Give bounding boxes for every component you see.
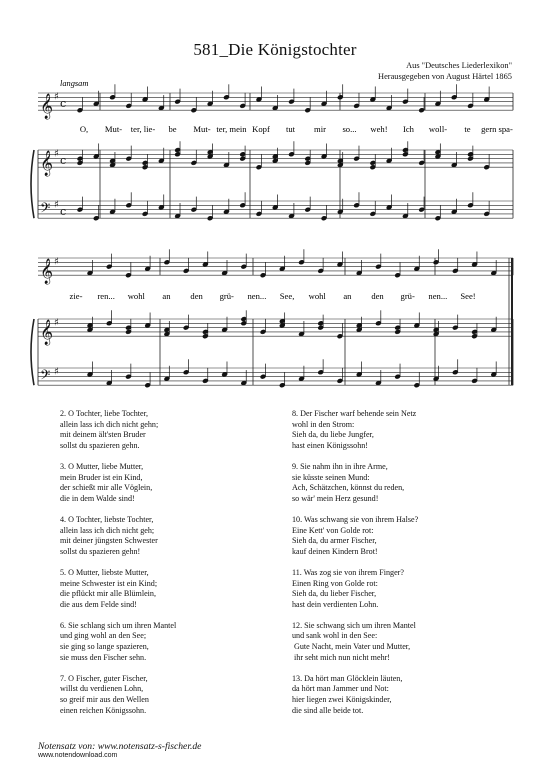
key-signature: ♯ [54,256,59,268]
lyric-syllable: See! [460,291,476,301]
lyric-syllable: tut [285,124,296,134]
piano-brace [31,150,34,218]
verse: 6. Sie schlang sich um ihren Mantel und ging wohl an den See; sie ging so lange spazieren, sie muss den Fischer sehn. [60,620,177,662]
lyric-syllable: gern spa- [481,124,513,134]
verse: 3. O Mutter, liebe Mutter, mein Bruder ist ein Kind, der schießt mir alle Vöglein, die in dem Walde sind! [60,461,153,503]
lyric-syllable: den [371,291,384,301]
lyric-syllable: weh! [370,124,388,134]
lyric-syllable: grü- [400,291,415,301]
verse: 7. O Fischer, guter Fischer, willst du verdienen Lohn, so greif mir aus den Wellen einen reichen Königssohn. [60,673,149,715]
lyric-syllable: Kopf [252,124,270,134]
key-signature: ♯ [54,148,59,160]
lyric-syllable: an [162,291,171,301]
lyric-syllable: Ich [403,124,414,134]
bass-clef: 𝄢 [40,366,51,386]
lyric-syllable: nen... [428,291,448,301]
verse: 5. O Mutter, liebste Mutter, meine Schwester ist ein Kind; die pflückt mir alle Blümlein, die aus dem Felde sind! [60,567,158,609]
verse: 12. Sie schwang sich um ihren Mantel und sank wohl in den See: Gute Nacht, mein Vater und Mutter, ihr seht mich nun nicht mehr! [292,620,416,662]
lyrics-line-2 [70,291,476,301]
lyric-syllable: O, [79,124,89,134]
piano-brace [31,319,34,385]
staff-lines [38,93,513,385]
lyric-syllable: an [343,291,352,301]
lyrics-line-1 [80,124,513,134]
lyric-syllable: woll- [428,124,448,134]
time-signature: c [60,204,67,218]
lyric-syllable: Mut- [104,124,123,134]
treble-clef: 𝄞 [40,151,54,177]
lyric-syllable: ter, mein [216,124,247,134]
key-signature: ♯ [54,317,59,329]
barlines [31,93,513,385]
tempo-marking: langsam [60,79,89,88]
verse: 2. O Tochter, liebe Tochter, allein lass ich dich nicht gehn; mit deinem ält'sten Bruder sollst du spazieren gehn. [60,409,159,450]
verse: 9. Sie nahm ihn in ihre Arme, sie küsste seinen Mund: Ach, Schätzchen, könnst du reden, so wär' mein Herz gesund! [292,461,405,503]
lyric-syllable: zie- [69,291,83,301]
treble-clef: 𝄞 [40,259,54,285]
verse: 11. Was zog sie von ihrem Finger? Einen Ring von Golde rot: Sieh da, du lieber Fischer, hast dein verdienten Lohn. [292,567,404,609]
lyric-syllable: grü- [219,291,234,301]
clefs [40,91,66,386]
lyric-syllable: ter, lie- [130,124,156,134]
bass-clef: 𝄢 [40,199,51,219]
lyric-syllable: See, [279,291,295,301]
source-line-1: Aus "Deutsches Liederlexikon" [406,61,512,70]
key-signature: ♯ [54,199,59,211]
lyric-syllable: Mut- [193,124,211,134]
verse: 8. Der Fischer warf behende sein Netz wohl in den Strom: Sieh da, du liebe Jungfer, hast einen Königssohn! [292,409,417,450]
lyric-syllable: wohl [127,291,145,301]
lyric-syllable: so... [342,124,357,134]
treble-clef: 𝄞 [40,94,54,120]
verses-left-column [60,409,260,727]
footer-credit: Notensatz von: www.notensatz-s-fischer.de [38,741,202,752]
lyric-syllable: mir [314,124,326,134]
verse: 13. Da hört man Glöcklein läuten, da hört man Jammer und Not: hier liegen zwei Königskinder, die sind alle beide tot. [292,673,403,715]
lyric-syllable: nen... [247,291,267,301]
key-signature: ♯ [54,91,59,103]
source-line-2: Herausgegeben von August Härtel 1865 [378,71,512,81]
verse: 4. O Tochter, liebste Tochter, allein lass ich dich nicht geh; mit deiner jüngsten Schwester sollst du spazieren gehn! [60,514,158,556]
time-signature: c [60,96,67,110]
lyric-syllable: den [190,291,203,301]
treble-clef: 𝄞 [40,320,54,346]
verses-right-column [292,409,492,727]
time-signature: c [60,153,67,167]
footer-website: www.notendownload.com [38,752,118,759]
verse: 10. Was schwang sie von ihrem Halse? Eine Kett' von Golde rot: Sieh da, du armer Fischer, kauf deinen Kindern Brot! [292,514,419,556]
lyric-syllable: ren... [97,291,115,301]
page-title: 581_Die Königstochter [193,40,357,59]
lyric-syllable: wohl [308,291,326,301]
key-signature: ♯ [54,366,59,378]
lyric-syllable: te [464,124,471,134]
lyric-syllable: be [168,124,177,134]
